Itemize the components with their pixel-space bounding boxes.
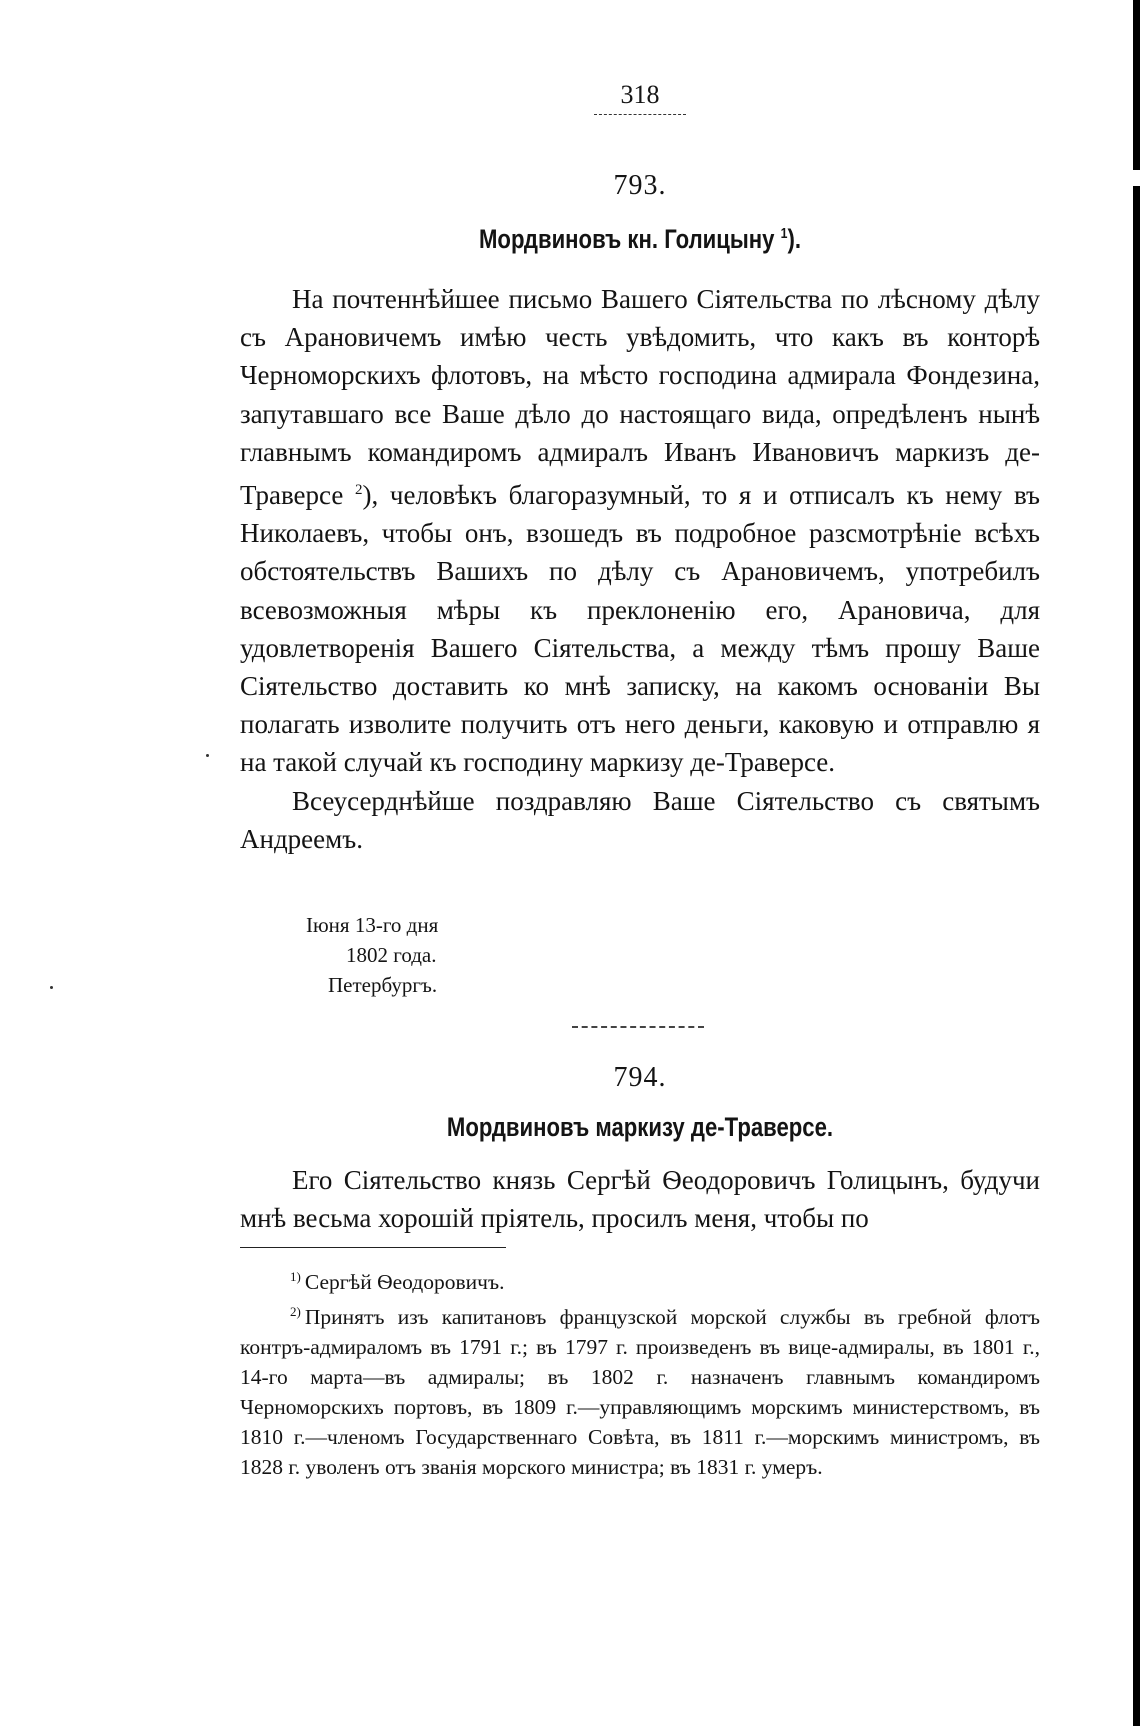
date-block: [306, 910, 438, 1000]
scan-speck: [50, 986, 53, 989]
page-number-rule: [594, 114, 686, 115]
paragraph: [240, 280, 1040, 782]
letter-title: Мордвиновъ маркизу де-Траверсе.: [446, 1112, 834, 1142]
letter-body: [240, 280, 1040, 858]
date-line: Петербургъ.: [328, 973, 438, 997]
letter-number: 793.: [613, 170, 667, 201]
page-number: 318: [620, 80, 660, 109]
footnote-text: Сергѣй Ѳеодоровичъ.: [304, 1270, 505, 1295]
footnote-ref: 1: [780, 225, 788, 242]
footnote-rule: [240, 1247, 506, 1248]
scan-edge-mark: [1133, 0, 1140, 170]
letter-title: [312, 224, 968, 255]
footnote-marker: 1): [290, 1269, 301, 1284]
section-separator: [572, 1026, 704, 1028]
paragraph-text: На почтеннѣйшее письмо Вашего Сіятельства по лѣсному дѣлу съ Арановичемъ имѣю честь увѣдомить, что какъ въ конторѣ Черноморскихъ флотовъ, на мѣсто господина адмирала Фондезина, запутавшаго все Ваше дѣло до настоящаго вида, опредѣленъ нынѣ главнымъ командиромъ адмиралъ Иванъ Ивановичъ маркизъ де-Траверсе: [240, 284, 1040, 511]
footnotes: [240, 1262, 1040, 1482]
date-line: 1802 года.: [346, 943, 437, 967]
footnote-ref: 2: [355, 482, 363, 499]
footnote: [240, 1297, 1040, 1482]
paragraph-text: ), человѣкъ благоразумный, то я и отписалъ къ нему въ Николаевъ, чтобы онъ, взошедъ въ подробное разсмотрѣніе всѣхъ обстоятельствъ Вашихъ по дѣлу съ Арановичемъ, употребилъ всевозможныя мѣры къ преклоненію его, Арановича, для удовлетворенія Вашего Сіятельства, а между тѣмъ прошу Ваше Сіятельство доставить ко мнѣ записку, на какомъ основаніи Вы полагать изволите получить отъ него деньги, каковую и отправлю я на такой случай къ господину маркизу де-Траверсе.: [240, 480, 1040, 778]
letter-title-text: Мордвиновъ кн. Голицыну: [478, 224, 775, 254]
scan-edge-mark: [1133, 186, 1140, 1726]
letter-title-end: ).: [787, 224, 802, 254]
footnote: [240, 1262, 1040, 1297]
paragraph: Всеусерднѣйше поздравляю Ваше Сіятельство съ святымъ Андреемъ.: [240, 785, 1040, 854]
paragraph: Его Сіятельство князь Сергѣй Ѳеодоровичъ Голицынъ, будучи мнѣ весьма хорошій пріятель, просилъ меня, чтобы по: [240, 1165, 1040, 1234]
date-line: Іюня 13-го дня: [306, 913, 439, 937]
scan-speck: [206, 754, 209, 757]
letter-body: [240, 1161, 1040, 1237]
footnote-text: Принятъ изъ капитановъ французской морской службы въ гребной флотъ контръ-адмираломъ въ 1791 г.; въ 1797 г. произведенъ въ вице-адмиралы, въ 1801 г., 14-го марта—въ адмиралы; въ 1802 г. назначенъ главнымъ командиромъ Черноморскихъ портовъ, въ 1809 г.—управляющимъ морскимъ министерствомъ, въ 1810 г.—членомъ Государственнаго Совѣта, въ 1811 г.—морскимъ министромъ, въ 1828 г. уволенъ отъ званія морского министра; въ 1831 г. умеръ.: [240, 1305, 1040, 1480]
footnote-marker: 2): [290, 1304, 301, 1320]
letter-number: 794.: [613, 1062, 667, 1093]
